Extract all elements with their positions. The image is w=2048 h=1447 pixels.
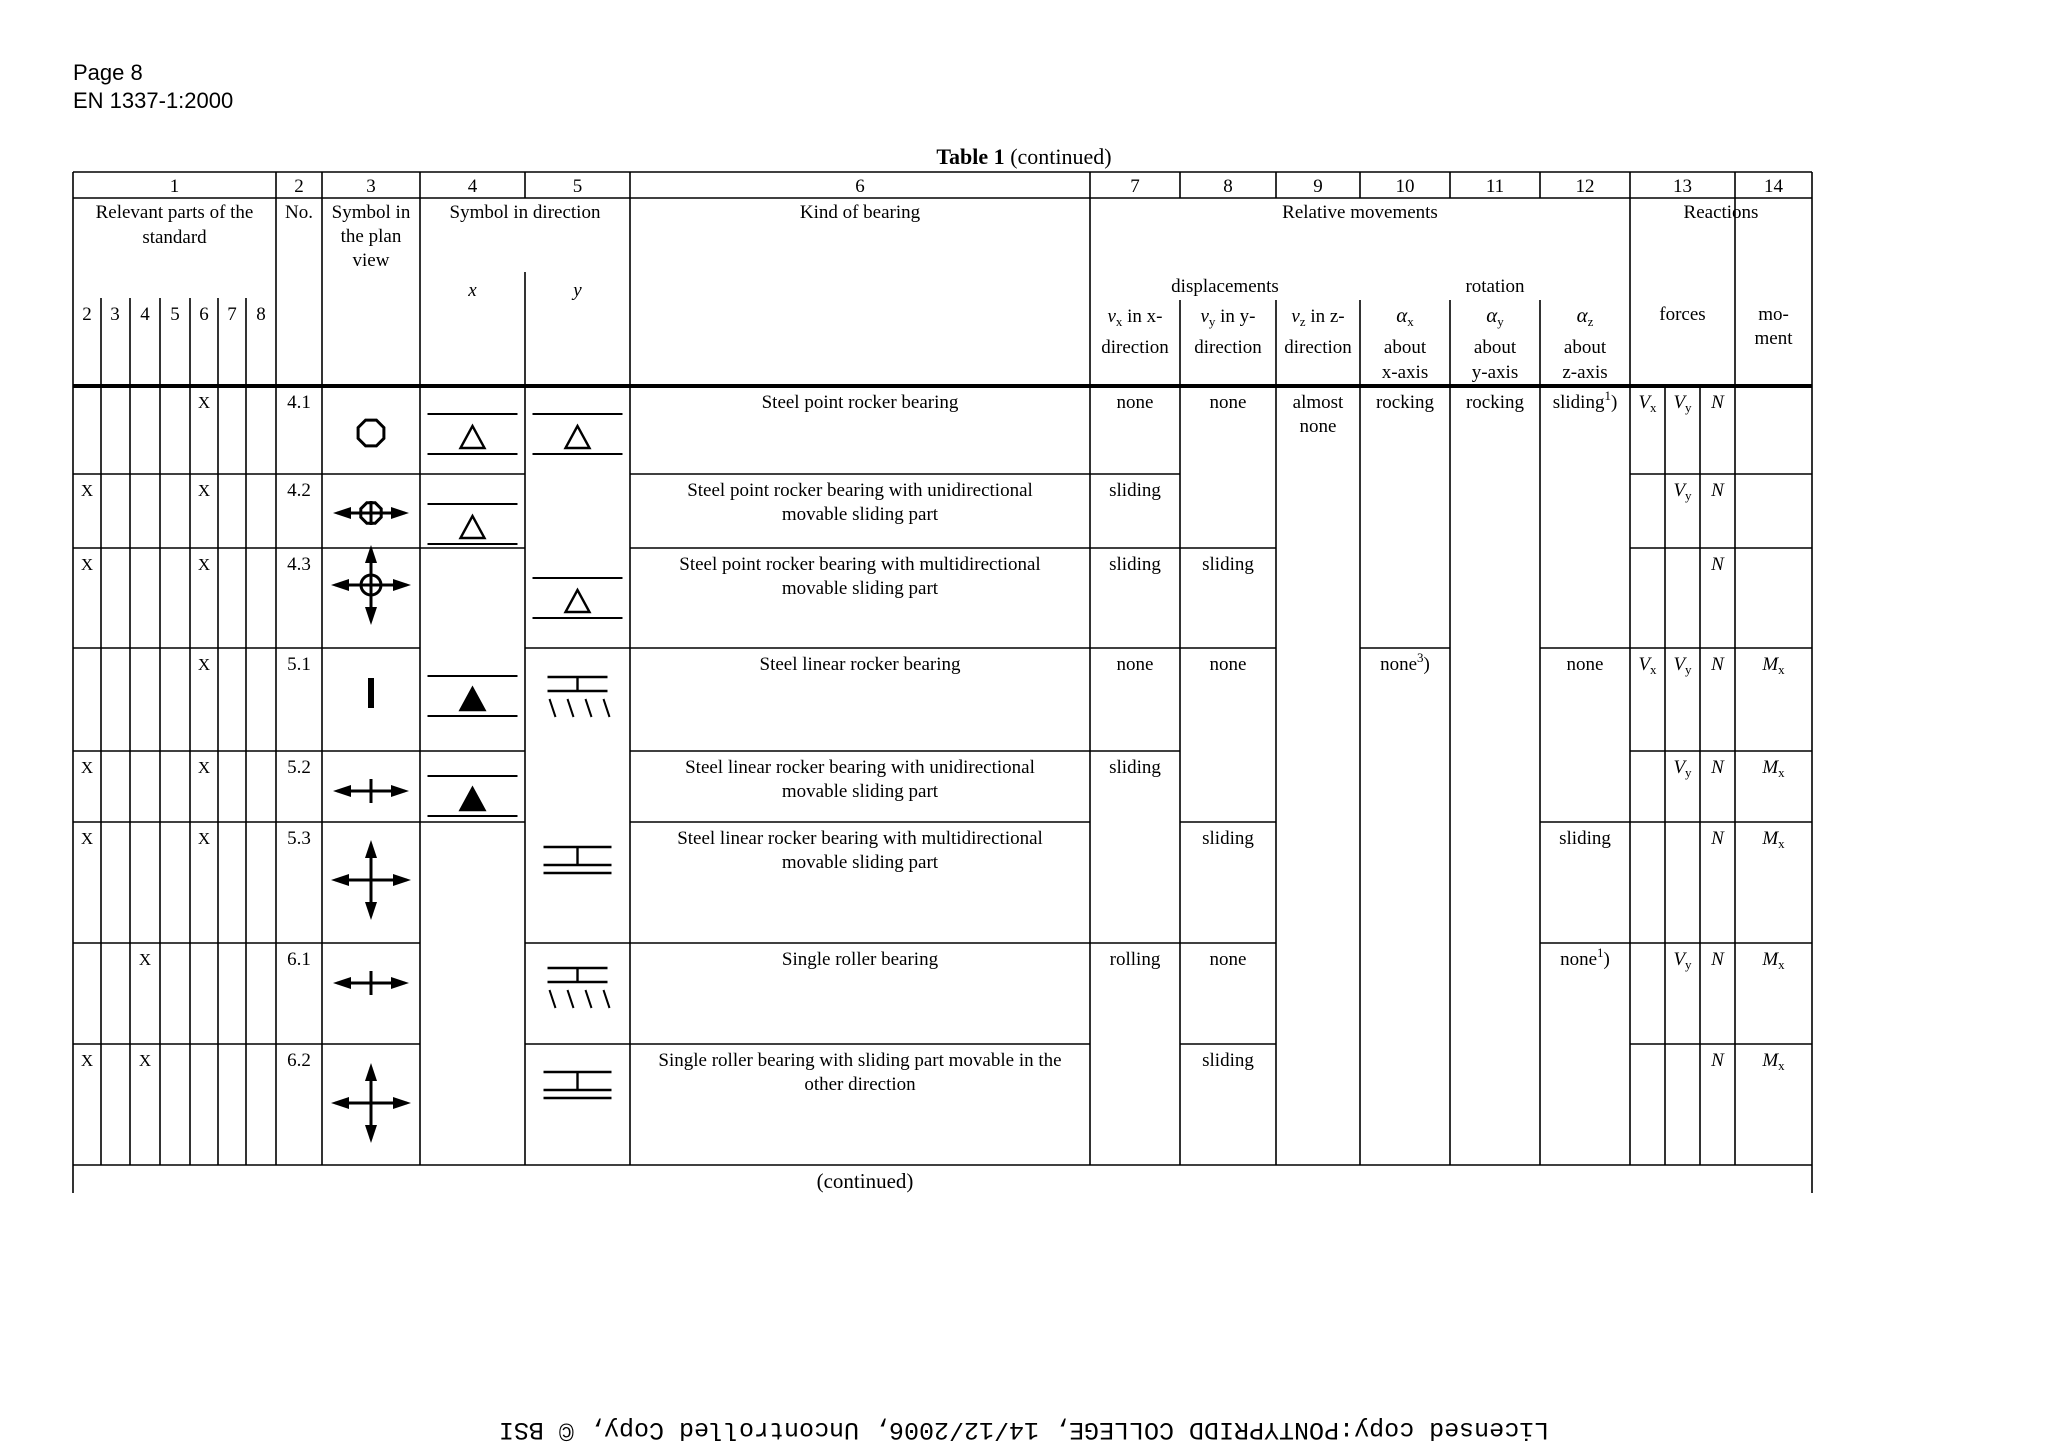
part-mark: X [80,481,94,500]
column-number: 3 [366,176,376,197]
part-mark: X [197,481,211,500]
moment-value: $M_x$ [1762,757,1785,780]
vy-header: direction [1194,337,1262,358]
arrow-4way-icon [331,840,411,920]
column-number: 6 [855,176,865,197]
alpha-y-value: rocking [1465,392,1525,413]
page-number: Page 8 [73,60,143,85]
column-number: 11 [1485,176,1505,197]
relevant-parts-header: standard [142,227,207,248]
bearing-number: 5.1 [287,654,311,675]
force-n: N [1711,949,1724,970]
table-title-rest: (continued) [1004,144,1112,169]
part-subheader: 4 [140,304,150,325]
alpha-z-header: z-axis [1562,362,1608,383]
vy-value: sliding [1202,554,1254,575]
force-vy: $V_y$ [1673,654,1692,677]
direction-y-header: y [573,280,582,301]
bearing-kind: Steel linear rocker bearing with multidirectional [677,828,1043,849]
triangle-filled-icon [428,776,518,816]
bearing-kind: Single roller bearing with sliding part movable in the [658,1050,1062,1071]
vz-header: direction [1284,337,1352,358]
bearing-number: 5.3 [287,828,311,849]
bar-icon [368,678,374,708]
bearing-kind: Steel point rocker bearing [761,392,959,413]
roller-support-icon [548,677,610,717]
part-mark: X [197,393,211,412]
vx-header: direction [1101,337,1169,358]
vx-value: sliding [1109,757,1161,778]
triangle-outline-icon [533,578,623,618]
moment-header: mo- [1758,304,1789,325]
column-number: 9 [1313,176,1323,197]
vx-value: sliding [1109,480,1161,501]
moment-value: $M_x$ [1762,1050,1785,1073]
direction-x-header: x [468,280,477,301]
bearing-kind: movable sliding part [781,578,939,599]
force-vx: $V_x$ [1638,392,1657,415]
continued-label: (continued) [816,1169,914,1193]
no-header: No. [285,202,313,223]
arrow-bidirectional-x-icon [333,779,409,803]
force-vx: $V_x$ [1638,654,1657,677]
symbol-plan-header: the plan [340,226,402,247]
bearing-kind: other direction [804,1074,916,1095]
bearing-number: 5.2 [287,757,311,778]
alpha-z-value: none$^1$) [1560,945,1610,970]
bearing-number: 4.3 [287,554,311,575]
relative-movements-header: Relative movements [1282,202,1438,223]
force-n: N [1711,828,1724,849]
column-number: 4 [467,176,478,197]
roller-support-icon [548,968,610,1008]
bearing-number: 6.1 [287,949,311,970]
force-vy: $V_y$ [1673,757,1692,780]
column-number: 10 [1395,176,1415,197]
column-number: 8 [1223,176,1233,197]
column-number: 13 [1673,176,1692,197]
bearing-kind: movable sliding part [781,781,939,802]
force-n: N [1711,1050,1724,1071]
part-subheader: 5 [170,304,180,325]
part-mark: X [138,950,152,969]
alpha-x-header: x-axis [1381,362,1429,383]
vx-header: $v_x$ in x- [1107,306,1163,329]
force-vy: $V_y$ [1673,480,1692,503]
triangle-outline-icon [428,414,518,454]
column-number: 1 [169,176,180,197]
forces-header: forces [1659,304,1706,325]
double-line-slide-icon [544,1072,612,1098]
column-number: 7 [1130,176,1140,197]
column-number: 2 [294,176,304,197]
bearing-number: 6.2 [287,1050,311,1071]
symbol-plan-header: Symbol in [331,202,411,223]
arrow-bidirectional-x-icon [333,971,409,995]
vz-header: $v_z$ in z- [1291,306,1345,329]
bearing-kind: movable sliding part [781,504,939,525]
vy-header: $v_y$ in y- [1200,306,1256,329]
vy-value: none [1209,654,1247,675]
vx-value: none [1116,392,1154,413]
part-mark: X [197,555,211,574]
vx-value: sliding [1109,554,1161,575]
part-subheader: 2 [82,304,92,325]
force-n: N [1711,654,1724,675]
bearing-kind: Single roller bearing [781,949,939,970]
bearing-kind: Steel point rocker bearing with multidirectional [679,554,1041,575]
octagon-arrows-x-icon [333,501,409,525]
symbol-plan-header: view [352,250,390,271]
vy-value: none [1209,392,1247,413]
alpha-z-header: about [1563,337,1607,358]
alpha-y-header: y-axis [1471,362,1519,383]
alpha-y-header: about [1473,337,1517,358]
part-mark: X [80,555,94,574]
column-number: 12 [1575,176,1595,197]
force-n: N [1711,757,1724,778]
vx-value: none [1116,654,1154,675]
moment-header: ment [1754,328,1793,349]
force-n: N [1711,554,1724,575]
part-subheader: 7 [227,304,237,325]
vz-value: almost [1292,392,1344,413]
double-line-slide-icon [544,847,612,873]
moment-value: $M_x$ [1762,828,1785,851]
arrow-4way-icon [331,1063,411,1143]
part-mark: X [197,655,211,674]
bearing-kind: Steel point rocker bearing with unidirectional [687,480,1033,501]
alpha-x-header: αx [1396,303,1414,329]
displacements-header: displacements [1171,276,1279,297]
license-footer: Licensed copy:PONTYPRIDD COLLEGE, 14/12/2006, Uncontrolled Copy, © BSI [498,1415,1550,1444]
part-mark: X [197,829,211,848]
alpha-x-header: about [1383,337,1427,358]
force-n: N [1711,480,1724,501]
symbol-direction-header: Symbol in direction [449,202,601,223]
kind-header: Kind of bearing [799,202,921,223]
alpha-z-header: αz [1576,303,1594,329]
part-mark: X [138,1051,152,1070]
vz-value: none [1299,416,1337,437]
alpha-y-header: αy [1486,303,1504,329]
force-n: N [1711,392,1724,413]
part-subheader: 8 [256,304,266,325]
relevant-parts-header: Relevant parts of the [95,202,254,223]
vy-value: none [1209,949,1247,970]
triangle-outline-icon [428,504,518,544]
triangle-filled-icon [428,676,518,716]
bearing-number: 4.1 [287,392,311,413]
reactions-header: Reactions [1683,202,1759,223]
moment-value: $M_x$ [1762,949,1785,972]
part-mark: X [80,758,94,777]
alpha-z-value: sliding$^1$) [1552,388,1618,413]
part-mark: X [197,758,211,777]
alpha-x-value: none$^3$) [1380,650,1430,675]
vy-value: sliding [1202,828,1254,849]
table-title-bold: Table 1 [936,144,1005,169]
part-mark: X [80,829,94,848]
crosshair-4way-icon [331,545,411,625]
moment-value: $M_x$ [1762,654,1785,677]
alpha-z-value: sliding [1559,828,1611,849]
vx-value: rolling [1109,949,1161,970]
triangle-outline-icon [533,414,623,454]
bearing-kind: movable sliding part [781,852,939,873]
rotation-header: rotation [1465,276,1525,297]
alpha-x-value: rocking [1375,392,1435,413]
bearing-number: 4.2 [287,480,311,501]
force-vy: $V_y$ [1673,392,1692,415]
standard-code: EN 1337-1:2000 [73,88,234,113]
part-mark: X [80,1051,94,1070]
octagon-icon [358,420,384,446]
column-number: 14 [1764,176,1783,197]
column-number: 5 [572,176,583,197]
part-subheader: 3 [110,304,120,325]
vy-value: sliding [1202,1050,1254,1071]
force-vy: $V_y$ [1673,949,1692,972]
bearing-kind: Steel linear rocker bearing with unidirectional [685,757,1035,778]
part-subheader: 6 [199,304,209,325]
bearing-kind: Steel linear rocker bearing [759,654,961,675]
alpha-z-value: none [1566,654,1604,675]
